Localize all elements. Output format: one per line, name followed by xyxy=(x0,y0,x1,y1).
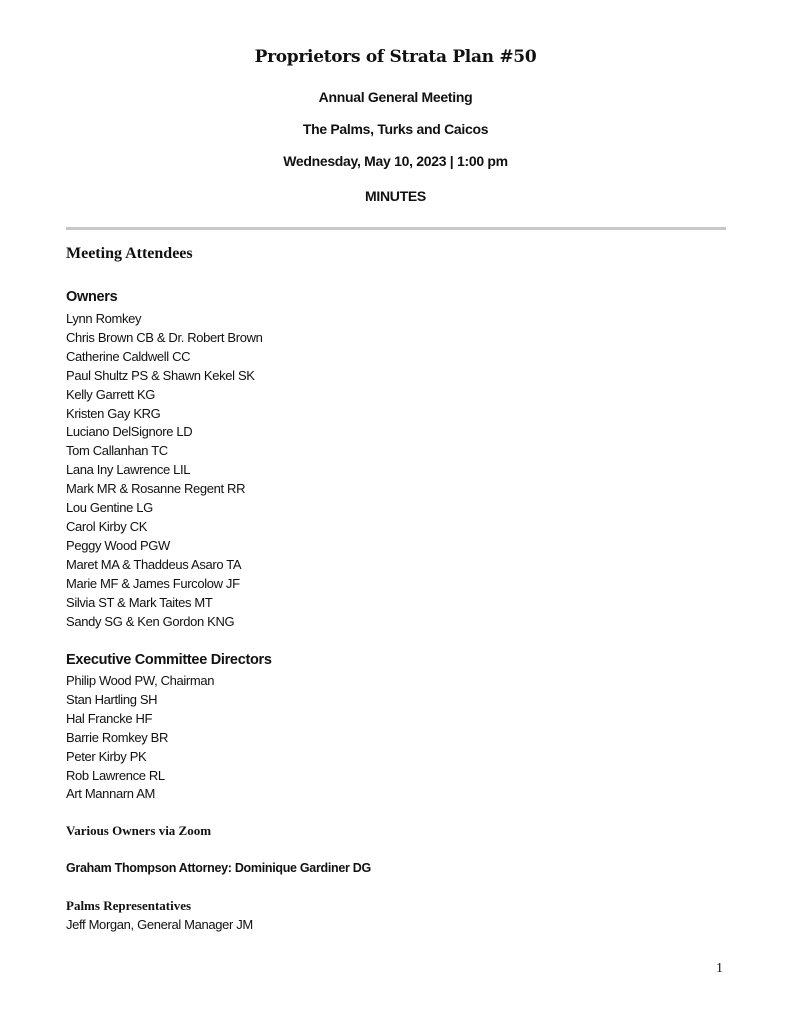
director-item: Stan Hartling SH xyxy=(66,691,158,707)
directors-list xyxy=(66,672,214,804)
owner-item: Marie MF & James Furcolow JF xyxy=(66,575,240,591)
owner-item: Peggy Wood PGW xyxy=(66,537,170,553)
owner-item: Silvia ST & Mark Taites MT xyxy=(66,594,213,610)
director-item: Hal Francke HF xyxy=(66,710,153,726)
meeting-name: Annual General Meeting xyxy=(318,89,473,105)
attendees-heading: Meeting Attendees xyxy=(66,245,193,262)
owner-item: Luciano DelSignore LD xyxy=(66,424,193,440)
owner-item: Lana Iny Lawrence LIL xyxy=(66,462,191,478)
director-item: Philip Wood PW, Chairman xyxy=(66,673,215,688)
zoom-owners-heading: Various Owners via Zoom xyxy=(66,823,212,838)
owner-item: Paul Shultz PS & Shawn Kekel SK xyxy=(66,367,255,383)
owner-item: Sandy SG & Ken Gordon KNG xyxy=(66,613,235,629)
owner-item: Mark MR & Rosanne Regent RR xyxy=(66,481,246,497)
owner-item: Carol Kirby CK xyxy=(66,518,148,534)
divider xyxy=(66,227,726,230)
owner-item: Lynn Romkey xyxy=(66,311,142,326)
director-item: Barrie Romkey BR xyxy=(66,729,169,745)
director-item: Art Mannarn AM xyxy=(66,786,156,802)
palms-heading: Palms Representatives xyxy=(66,898,192,913)
attorney-line: Graham Thompson Attorney: Dominique Gardiner DG xyxy=(66,861,371,875)
document-type: MINUTES xyxy=(365,188,426,204)
directors-heading: Executive Committee Directors xyxy=(66,652,272,668)
page-number: 1 xyxy=(716,961,723,976)
document-title: Proprietors of Strata Plan #50 xyxy=(254,47,537,67)
owner-item: Kristen Gay KRG xyxy=(66,405,161,421)
director-item: Rob Lawrence RL xyxy=(66,767,165,783)
owner-item: Tom Callanhan TC xyxy=(66,443,168,459)
owner-item: Chris Brown CB & Dr. Robert Brown xyxy=(66,329,263,345)
meeting-datetime: Wednesday, May 10, 2023 | 1:00 pm xyxy=(283,153,508,169)
owners-list xyxy=(66,310,263,631)
director-item: Peter Kirby PK xyxy=(66,748,147,764)
owner-item: Lou Gentine LG xyxy=(66,500,153,516)
owner-item: Kelly Garrett KG xyxy=(66,386,156,402)
meeting-location: The Palms, Turks and Caicos xyxy=(302,121,489,137)
palms-list xyxy=(66,916,253,935)
owner-item: Maret MA & Thaddeus Asaro TA xyxy=(66,556,242,572)
owners-heading: Owners xyxy=(66,289,118,305)
owner-item: Catherine Caldwell CC xyxy=(66,348,191,364)
palms-representative-item: Jeff Morgan, General Manager JM xyxy=(66,917,253,932)
